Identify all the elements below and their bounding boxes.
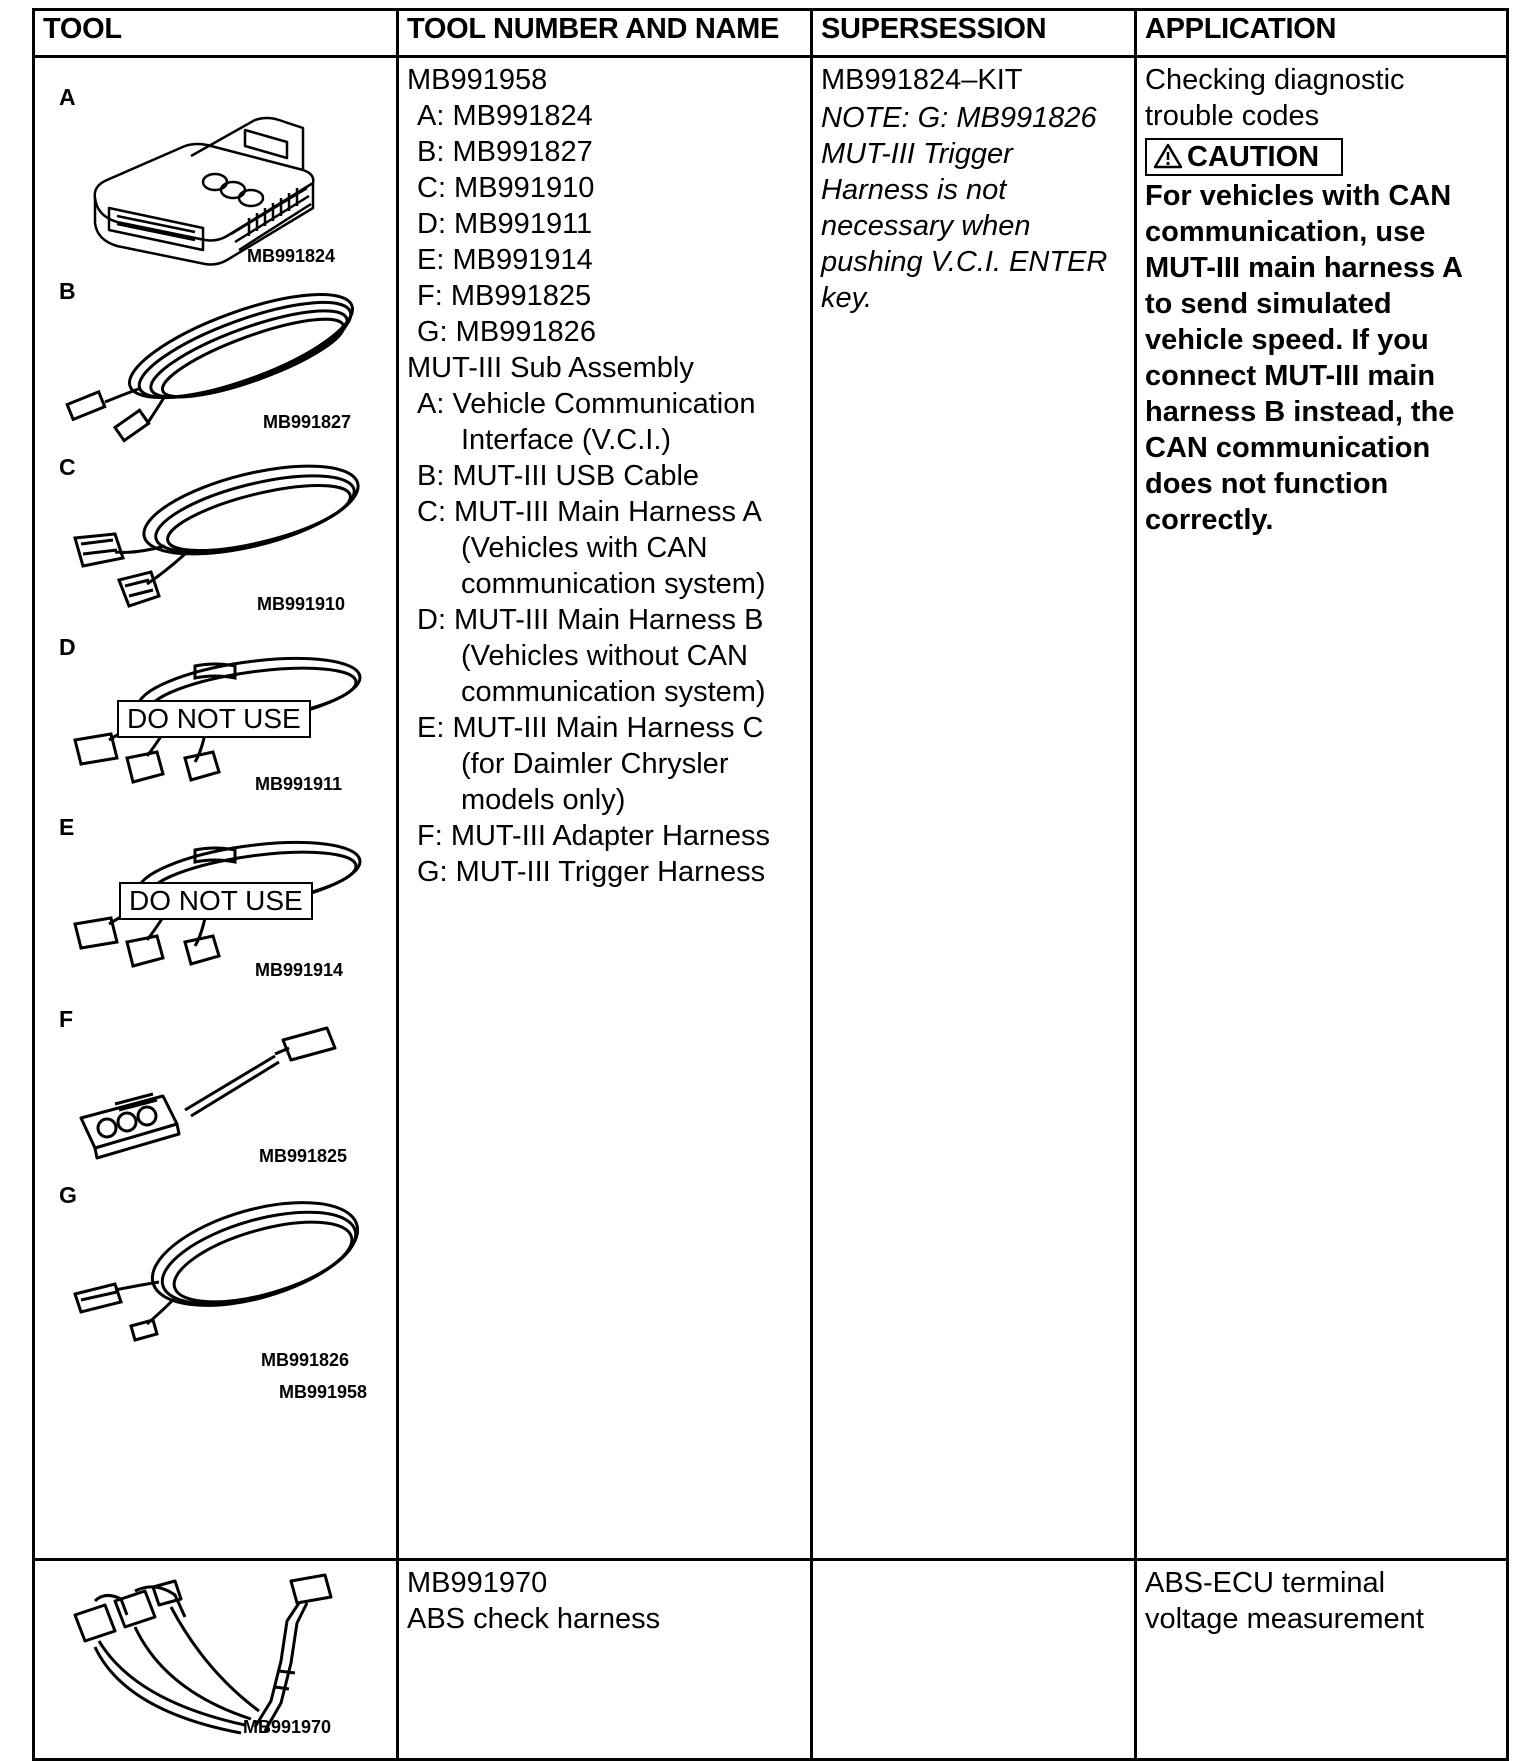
supersession-kit [813, 1561, 1134, 1565]
assembly-title: MUT-III Sub Assembly [407, 352, 694, 384]
assembly-list [407, 386, 802, 890]
tool-name: ABS check harness [407, 1603, 661, 1635]
assembly-item-continued: (for Daimler Chrysler [461, 748, 729, 780]
assembly-item-continued: Interface (V.C.I.) [461, 424, 672, 456]
figure-part-number: MB991910 [257, 594, 346, 614]
figure-letter: C [59, 454, 76, 480]
tool-number-name-cell [398, 57, 812, 1560]
header-supersession: SUPERSESSION [812, 10, 1136, 57]
tool-figure-c [35, 454, 399, 634]
assembly-item: G: MUT-III Trigger Harness [417, 856, 766, 888]
supersession-cell [812, 1560, 1136, 1760]
figure-letter: A [59, 84, 76, 110]
caution-line: MUT-III main harness A [1145, 252, 1463, 284]
application-line: trouble codes [1145, 100, 1320, 132]
vci-unit-drawing [35, 58, 399, 278]
assembly-item-continued: models only) [461, 784, 626, 816]
caution-line: CAN communication [1145, 432, 1431, 464]
application-line: ABS-ECU terminal [1145, 1567, 1386, 1599]
tool-figures-cell [34, 57, 398, 1560]
assembly-item: A: Vehicle Communication [417, 388, 756, 420]
note-line: Harness is not [821, 174, 1007, 206]
tool-figure-b [35, 278, 399, 454]
note-line: key. [821, 282, 873, 314]
caution-line: to send simulated [1145, 288, 1392, 320]
component-item: E: MB991914 [417, 244, 593, 276]
figure-letter: D [59, 634, 76, 660]
figure-letter: E [59, 814, 75, 840]
note-line: necessary when [821, 210, 1031, 242]
header-row [34, 10, 1508, 57]
assembly-item-continued: (Vehicles without CAN [461, 640, 748, 672]
assembly-item: E: MUT-III Main Harness C [417, 712, 764, 744]
figure-part-number: MB991825 [259, 1146, 348, 1166]
figure-letter: F [59, 1006, 74, 1032]
supersession-note [821, 100, 1126, 316]
abs-check-harness-drawing [35, 1561, 399, 1757]
header-tool-number-and-name: TOOL NUMBER AND NAME [398, 10, 812, 57]
application-cell [1136, 57, 1508, 1560]
special-tools-table [32, 8, 1509, 1761]
assembly-item-continued: (Vehicles with CAN [461, 532, 708, 564]
component-list [407, 98, 802, 350]
figure-part-number: MB991970 [243, 1717, 332, 1737]
warning-triangle-icon [1153, 143, 1183, 169]
component-item: F: MB991825 [417, 280, 592, 312]
note-line: NOTE: G: MB991826 [821, 102, 1097, 134]
table-row [34, 57, 1508, 1560]
supersession-kit: MB991824–KIT [821, 64, 1023, 96]
do-not-use-stamp: DO NOT USE [119, 882, 313, 920]
component-item: C: MB991910 [417, 172, 595, 204]
do-not-use-stamp: DO NOT USE [117, 700, 311, 738]
figure-letter: B [59, 278, 76, 304]
assembly-item-continued: communication system) [461, 568, 766, 600]
note-line: pushing V.C.I. ENTER [821, 246, 1108, 278]
tool-number: MB991958 [407, 64, 548, 96]
component-item: A: MB991824 [417, 100, 593, 132]
table-row [34, 1560, 1508, 1760]
supersession-cell [812, 57, 1136, 1560]
assembly-item: D: MUT-III Main Harness B [417, 604, 764, 636]
assembly-item: C: MUT-III Main Harness A [417, 496, 762, 528]
special-tools-sheet [32, 8, 1506, 1761]
tool-figure-abs [35, 1561, 396, 1757]
caution-line: For vehicles with CAN [1145, 180, 1452, 212]
caution-badge [1145, 138, 1343, 176]
assembly-item-continued: communication system) [461, 676, 766, 708]
caution-line: vehicle speed. If you [1145, 324, 1429, 356]
note-line: MUT-III Trigger [821, 138, 1013, 170]
component-item: D: MB991911 [417, 208, 593, 240]
tool-figures-cell [34, 1560, 398, 1760]
tool-figure-e [35, 814, 399, 1000]
application-line: voltage measurement [1145, 1603, 1424, 1635]
application-cell [1136, 1560, 1508, 1760]
component-item: G: MB991826 [417, 316, 596, 348]
header-application: APPLICATION [1136, 10, 1508, 57]
tool-figure-a [35, 58, 399, 278]
tool-figure-d [35, 634, 399, 814]
caution-line: correctly. [1145, 504, 1274, 536]
tool-figure-g [35, 1182, 399, 1422]
figure-set-number: MB991958 [279, 1382, 368, 1402]
application-line: Checking diagnostic [1145, 64, 1405, 96]
figure-part-number: MB991911 [255, 774, 343, 794]
caution-label: CAUTION [1187, 141, 1320, 173]
figure-part-number: MB991824 [247, 246, 336, 266]
figure-letter: G [59, 1182, 77, 1208]
caution-text [1145, 178, 1498, 538]
assembly-item: B: MUT-III USB Cable [417, 460, 700, 492]
tool-figure-f [35, 1000, 399, 1182]
caution-line: harness B instead, the [1145, 396, 1455, 428]
tool-number: MB991970 [407, 1567, 548, 1599]
component-item: B: MB991827 [417, 136, 593, 168]
tool-number-name-cell [398, 1560, 812, 1760]
assembly-item: F: MUT-III Adapter Harness [417, 820, 770, 852]
figure-part-number: MB991914 [255, 960, 344, 980]
caution-line: communication, use [1145, 216, 1426, 248]
figure-part-number: MB991826 [261, 1350, 350, 1370]
caution-line: connect MUT-III main [1145, 360, 1436, 392]
header-tool: TOOL [34, 10, 398, 57]
figure-part-number: MB991827 [263, 412, 352, 432]
caution-line: does not function [1145, 468, 1389, 500]
